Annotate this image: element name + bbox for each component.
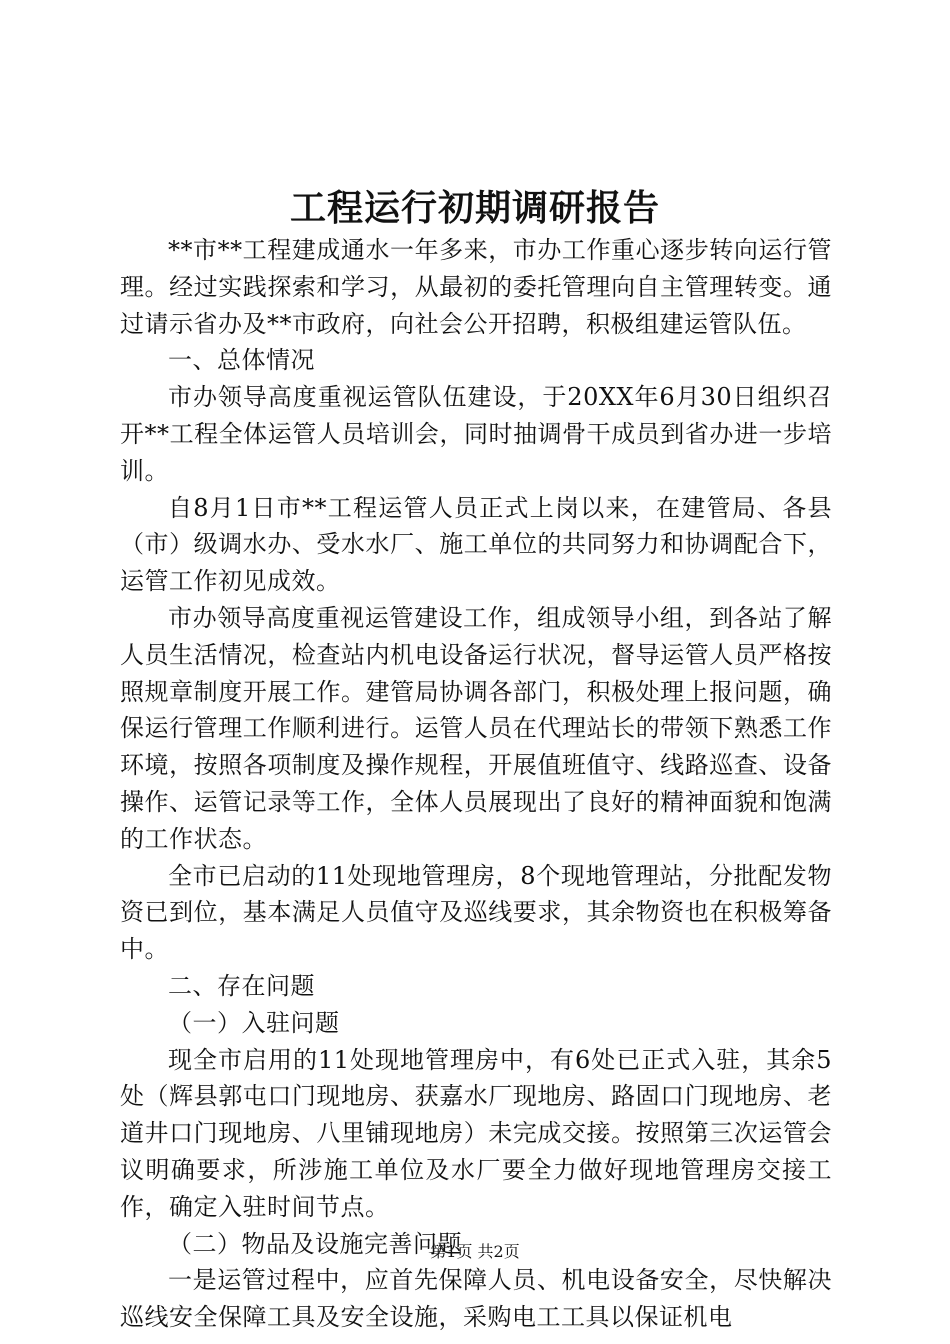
paragraph-onboarding: 自8月1日市**工程运管人员正式上岗以来，在建管局、各县（市）级调水办、受水水厂、施工单位的共同努力和协调配合下，运管工作初见成效。 — [120, 493, 832, 596]
section-heading-problems: 二、存在问题 — [168, 971, 315, 1000]
subsection-heading-facilities: （二）物品及设施完善问题 — [168, 1229, 462, 1258]
paragraph-training: 市办领导高度重视运管队伍建设，于20XX年6月30日组织召开**工程全体运管人员培训会，同时抽调骨干成员到省办进一步培训。 — [120, 383, 832, 485]
paragraph-leadership: 市办领导高度重视运管建设工作，组成领导小组，到各站了解人员生活情况，检查站内机电设备运行状况，督导运管人员严格按照规章制度开展工作。建管局协调各部门，积极处理上报问题，确保运行管理工作顺利进行。运管人员在代理站长的带领下熟悉工作环境，按照各项制度及操作规程，开展值班值守、线路巡查、设备操作、运管记录等工作，全体人员展现出了良好的精神面貌和饱满的工作状态。 — [120, 603, 832, 853]
document-body — [120, 232, 832, 1336]
section-heading-overview: 一、总体情况 — [168, 346, 315, 375]
paragraph-occupancy: 现全市启用的11处现地管理房中，有6处已正式入驻，其余5处（辉县郭屯口门现地房、获嘉水厂现地房、路固口门现地房、老道井口门现地房、八里铺现地房）未完成交接。按照第三次运管会议明确要求，所涉施工单位及水厂要全力做好现地管理房交接工作，确定入驻时间节点。 — [120, 1045, 832, 1221]
page-footer: 第1页 共2页 — [430, 1242, 520, 1261]
paragraph-supplies: 全市已启动的11处现地管理房，8个现地管理站，分批配发物资已到位，基本满足人员值守及巡线要求，其余物资也在积极筹备中。 — [120, 861, 832, 964]
paragraph-intro: **市**工程建成通水一年多来，市办工作重心逐步转向运行管理。经过实践探索和学习，从最初的委托管理向自主管理转变。通过请示省办及**市政府，向社会公开招聘，积极组建运管队伍。 — [120, 236, 832, 338]
subsection-heading-occupancy: （一）入驻问题 — [168, 1008, 340, 1037]
document-title: 工程运行初期调研报告 — [289, 187, 660, 229]
paragraph-safety: 一是运管过程中，应首先保障人员、机电设备安全，尽快解决巡线安全保障工具及安全设施，采购电工工具以保证机电 — [120, 1266, 832, 1332]
